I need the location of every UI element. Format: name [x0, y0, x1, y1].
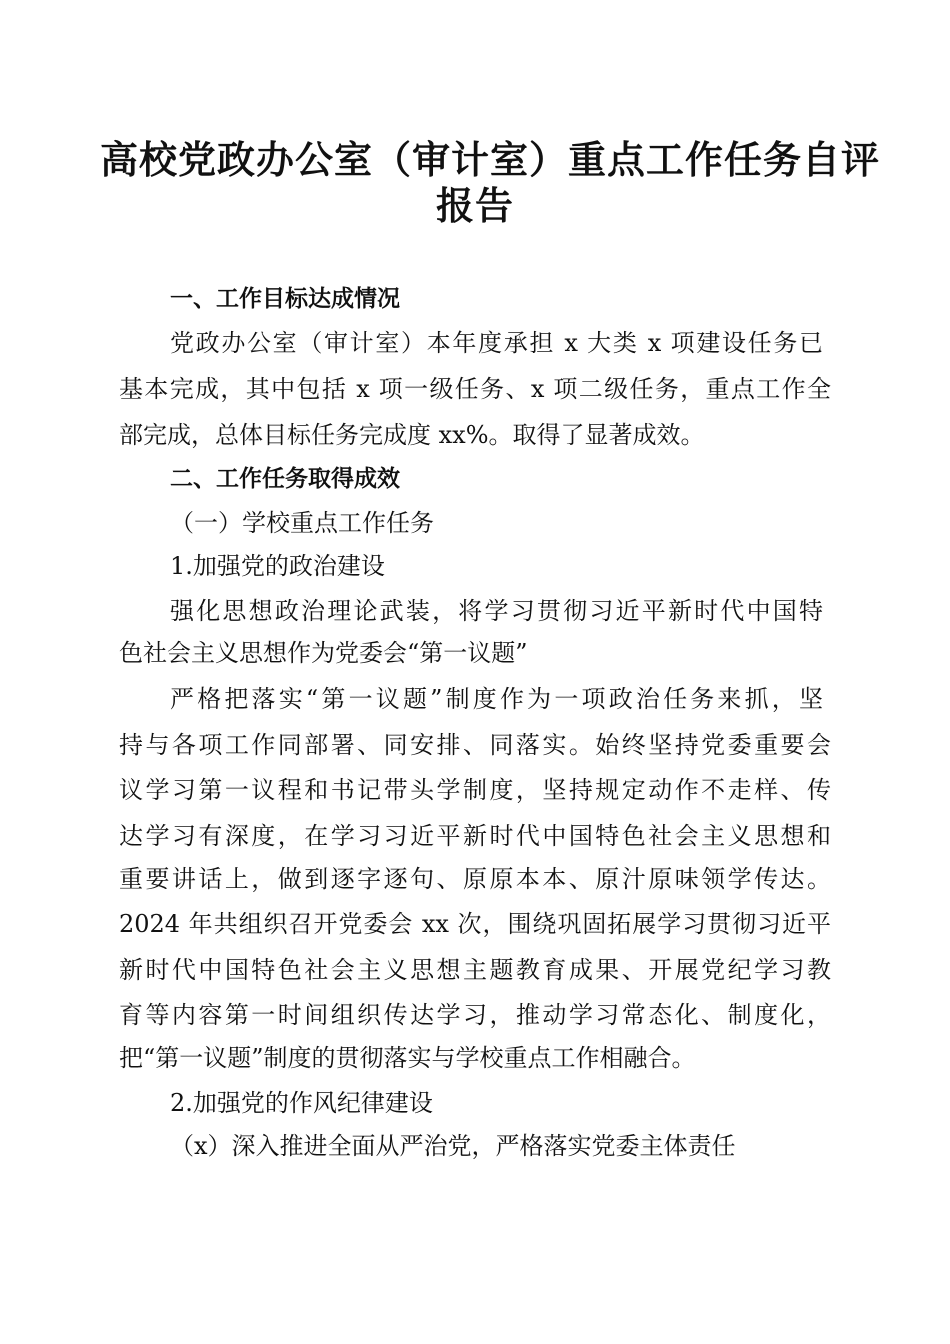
section-2-subheading: （一）学校重点工作任务: [170, 509, 434, 537]
item-1-paragraph-2-line: 把“第一议题”制度的贯彻落实与学校重点工作相融合。: [119, 1044, 696, 1072]
document-title-line-1: 高校党政办公室（审计室）重点工作任务自评: [100, 137, 881, 182]
item-1-paragraph-2-line: 育等内容第一时间组织传达学习，推动学习常态化、制度化，: [119, 1001, 831, 1029]
item-1-paragraph-line: 强化思想政治理论武装，将学习贯彻习近平新时代中国特: [170, 597, 823, 625]
item-1-paragraph-2-line: 新时代中国特色社会主义思想主题教育成果、开展党纪学习教: [119, 956, 831, 984]
item-1-paragraph-2-line: 2024 年共组织召开党委会 xx 次，围绕巩固拓展学习贯彻习近平: [119, 910, 831, 938]
item-1-paragraph-2-line: 严格把落实“第一议题”制度作为一项政治任务来抓，坚: [170, 685, 823, 713]
section-2-heading: 二、工作任务取得成效: [170, 466, 400, 492]
item-2-subheading: （x）深入推进全面从严治党，严格落实党委主体责任: [170, 1132, 736, 1160]
item-1-paragraph-2-line: 达学习有深度，在学习习近平新时代中国特色社会主义思想和: [119, 822, 831, 850]
item-1-paragraph-2-line: 持与各项工作同部署、同安排、同落实。始终坚持党委重要会: [119, 731, 831, 759]
section-1-paragraph-line: 党政办公室（审计室）本年度承担 x 大类 x 项建设任务已: [170, 329, 823, 357]
section-1-heading: 一、工作目标达成情况: [170, 286, 400, 312]
item-1-title: 1.加强党的政治建设: [170, 552, 385, 580]
item-1-paragraph-line: 色社会主义思想作为党委会“第一议题”: [119, 639, 528, 667]
item-1-paragraph-2-line: 重要讲话上，做到逐字逐句、原原本本、原汁原味领学传达。: [119, 865, 831, 893]
item-1-paragraph-2-line: 议学习第一议程和书记带头学制度，坚持规定动作不走样、传: [119, 776, 831, 804]
document-title-line-2: 报告: [435, 183, 514, 228]
section-1-paragraph-line: 基本完成，其中包括 x 项一级任务、x 项二级任务，重点工作全: [119, 375, 831, 403]
item-2-title: 2.加强党的作风纪律建设: [170, 1089, 433, 1117]
section-1-paragraph-line: 部完成，总体目标任务完成度 xx%。取得了显著成效。: [119, 421, 705, 449]
